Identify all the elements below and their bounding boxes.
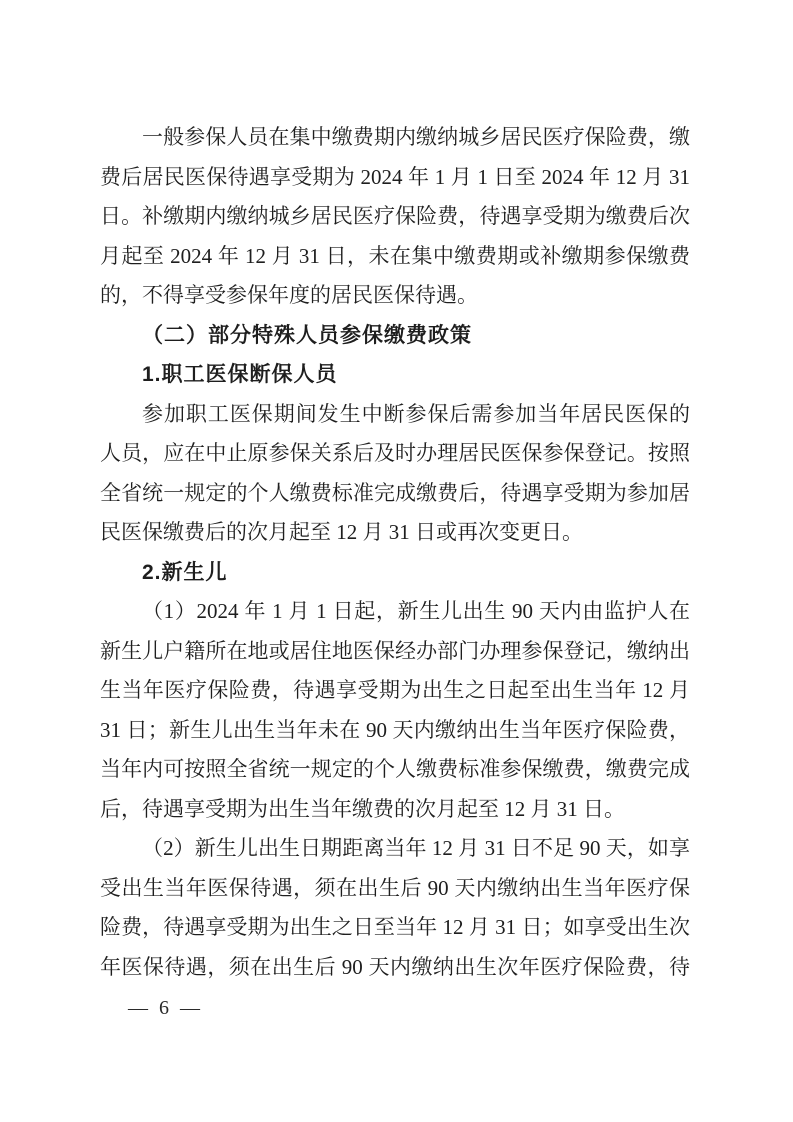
- paragraph-line: 日。补缴期内缴纳城乡居民医疗保险费，待遇享受期为缴费后次: [100, 204, 690, 228]
- document-body: [100, 118, 690, 987]
- subsection-heading-1: 1.职工医保断保人员: [142, 363, 338, 386]
- paragraph-line: 生当年医疗保险费，待遇享受期为出生之日起至出生当年 12 月: [100, 678, 690, 702]
- paragraph-line: 全省统一规定的个人缴费标准完成缴费后，待遇享受期为参加居: [100, 480, 690, 505]
- subsection-heading-2: 2.新生儿: [142, 560, 228, 584]
- paragraph-line: （1）2024 年 1 月 1 日起，新生儿出生 90 天内由监护人在: [142, 599, 690, 623]
- paragraph-line: 人员，应在中止原参保关系后及时办理居民医保参保登记。按照: [100, 441, 690, 465]
- paragraph-line: 民医保缴费后的次月起至 12 月 31 日或再次变更日。: [100, 520, 583, 544]
- paragraph-line: 月起至 2024 年 12 月 31 日，未在集中缴费期或补缴期参保缴费: [100, 243, 690, 268]
- paragraph-line: 年医保待遇，须在出生后 90 天内缴纳出生次年医疗保险费，待: [100, 954, 690, 979]
- section-heading: （二）部分特殊人员参保缴费政策: [142, 322, 472, 347]
- paragraph-line: 参加职工医保期间发生中断参保后需参加当年居民医保的: [142, 401, 690, 426]
- paragraph-line: 费后居民医保待遇享受期为 2024 年 1 月 1 日至 2024 年 12 月 31: [100, 164, 690, 189]
- paragraph-line: 当年内可按照全省统一规定的个人缴费标准参保缴费，缴费完成: [100, 757, 690, 781]
- page-number: — 6 —: [128, 997, 203, 1019]
- paragraph-line: 一般参保人员在集中缴费期内缴纳城乡居民医疗保险费，缴: [142, 125, 690, 149]
- paragraph-line: 险费，待遇享受期为出生之日至当年 12 月 31 日；如享受出生次: [100, 915, 690, 939]
- paragraph-line: 后，待遇享受期为出生当年缴费的次月起至 12 月 31 日。: [100, 796, 625, 821]
- paragraph-line: 受出生当年医保待遇，须在出生后 90 天内缴纳出生当年医疗保: [100, 875, 690, 900]
- paragraph-line: （2）新生儿出生日期距离当年 12 月 31 日不足 90 天，如享: [142, 836, 690, 860]
- paragraph-line: 的，不得享受参保年度的居民医保待遇。: [100, 283, 478, 307]
- paragraph-line: 新生儿户籍所在地或居住地医保经办部门办理参保登记，缴纳出: [100, 638, 690, 663]
- paragraph-line: 31 日；新生儿出生当年未在 90 天内缴纳出生当年医疗保险费，: [100, 717, 690, 742]
